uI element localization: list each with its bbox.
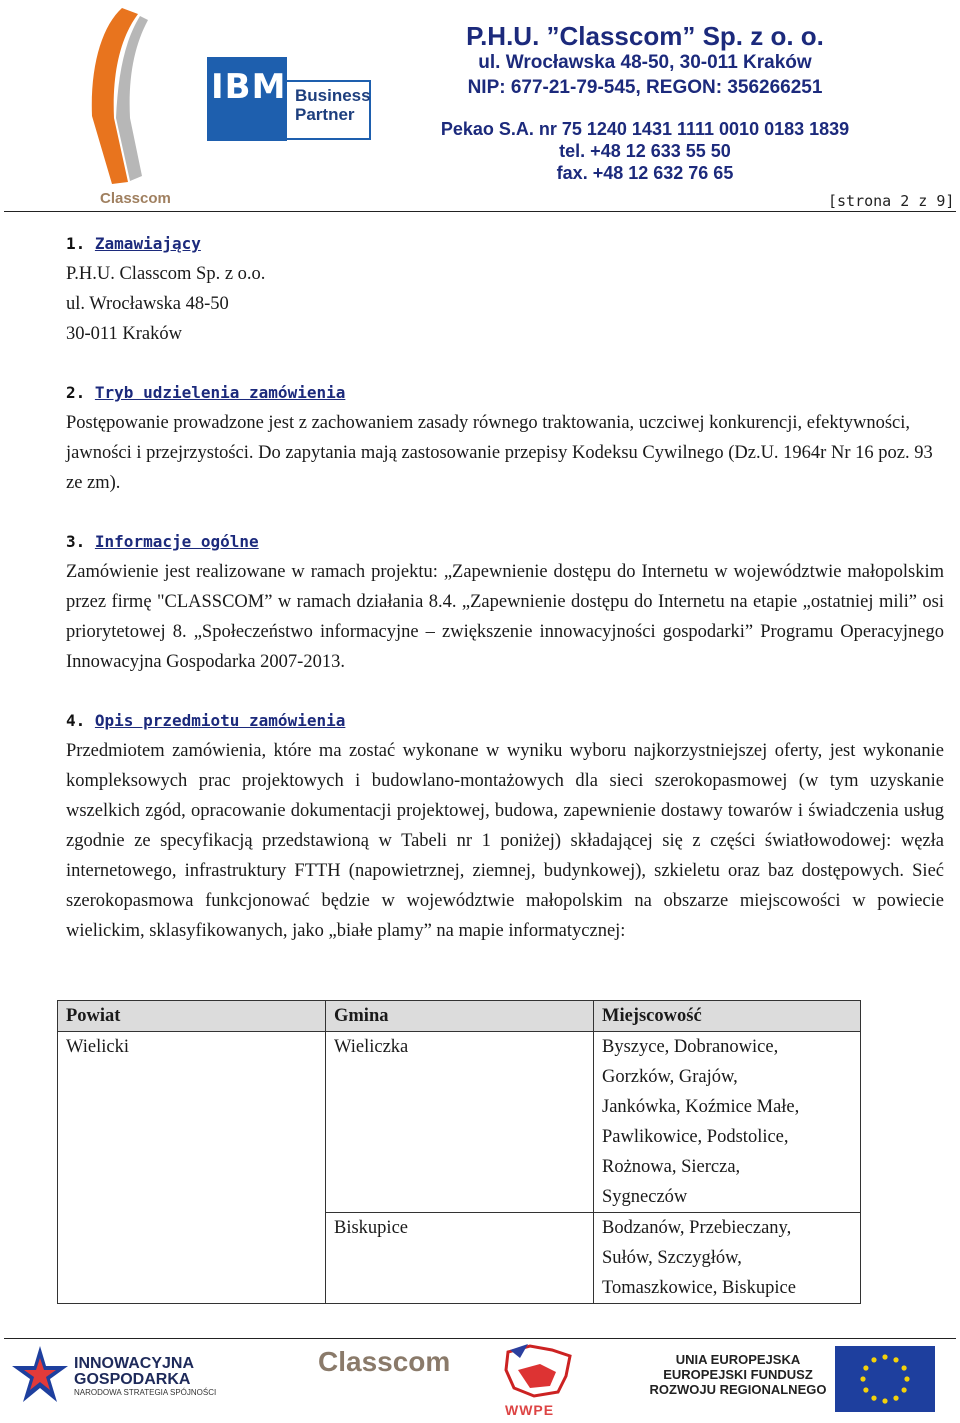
classcom-small-logo: Classcom xyxy=(100,190,171,207)
eu-star-icon xyxy=(904,1376,909,1381)
ig-line-1: INNOWACYJNA xyxy=(74,1355,195,1372)
section-number: 1. xyxy=(66,234,86,253)
section-title: Tryb udzielenia zamówienia xyxy=(94,383,346,402)
ig-logo-text xyxy=(74,1356,194,1388)
company-fax: fax. +48 12 632 76 65 xyxy=(556,163,734,183)
section-heading xyxy=(66,378,944,408)
locality-line: Rożnowa, Siercza, xyxy=(602,1157,741,1177)
cell-powiat: Wielicki xyxy=(58,1032,326,1304)
eu-star-icon xyxy=(863,1387,868,1392)
partner-line-2: Partner xyxy=(295,105,355,124)
eu-star-icon xyxy=(882,1398,887,1403)
section-title: Opis przedmiotu zamówienia xyxy=(94,711,346,730)
letterhead xyxy=(0,0,960,212)
wwpe-logo: WWPE xyxy=(505,1402,555,1418)
locality-line: Gorzków, Grajów, xyxy=(602,1067,738,1087)
cell-gmina: Biskupice xyxy=(326,1213,594,1304)
malopolska-map-icon xyxy=(500,1342,576,1400)
table-row xyxy=(58,1032,861,1213)
eu-flag-icon xyxy=(835,1346,935,1412)
locality-line: Jankówka, Koźmice Małe, xyxy=(602,1097,800,1117)
section-heading xyxy=(66,706,944,736)
ue-line-3: ROZWOJU REGIONALNEGO xyxy=(649,1382,827,1397)
section-heading xyxy=(66,229,944,259)
ig-line-2: GOSPODARKA xyxy=(74,1371,191,1388)
section-title: Zamawiający xyxy=(94,234,201,253)
header-miejscowosc: Miejscowość xyxy=(594,1001,861,1032)
eu-star-icon xyxy=(863,1365,868,1370)
classcom-swoosh-logo xyxy=(82,6,162,196)
ibm-business-partner-logo xyxy=(207,57,371,141)
funding-logos xyxy=(0,1340,960,1423)
header-powiat: Powiat xyxy=(58,1001,326,1032)
section-paragraph: Zamówienie jest realizowane w ramach projektu: „Zapewnienie dostępu do Internetu w województwie małopolskim przez firmę "CLASSCOM” w ramach działania 8.4. „Zapewnienie dostępu do Internetu na etapie „ostatniej mili” osi priorytetowej 8. „Społeczeństwo informacyjne – zwiększenie innowacyjności gospodarki” Programu Operacyjnego Innowacyjna Gospodarka 2007-2013. xyxy=(66,562,944,672)
buyer-name: P.H.U. Classcom Sp. z o.o. xyxy=(66,264,266,284)
eu-star-icon xyxy=(871,1357,876,1362)
section-number: 2. xyxy=(66,383,86,402)
eu-star-icon xyxy=(893,1396,898,1401)
locations-table xyxy=(57,1000,861,1304)
company-name: P.H.U. ”Classcom” Sp. z o. o. xyxy=(466,21,824,51)
company-address: ul. Wrocławska 48-50, 30-011 Kraków xyxy=(478,52,812,73)
ue-line-2: EUROPEJSKI FUNDUSZ xyxy=(663,1367,813,1382)
section-paragraph: Przedmiotem zamówienia, które ma zostać wykonane w wyniku wyboru najkorzystniejszej oferty, jest wykonanie kompleksowych prac projektowych i budowlano-montażowych dla sieci szerokopasmowej (w tym uzyskanie wszelkich zgód, opracowanie dokumentacji projektowej, budowa, zapewnienie dostawy towarów i świadczenia usług zgodnie ze specyfikacją przedstawioną w Tabeli nr 1 poniżej) składającej się z części światłowodowej: węzła internetowego, infrastruktury FTTH (napowietrznej, ziemnej, budynkowej), szkieletu oraz baz dostępowych. Sieć szerokopasmowa funkcjonować będzie w województwie małopolskim na obszarze miejscowości w powiecie wielickim, sklasyfikowanych, jako „białe plamy” na mapie informatycznej: xyxy=(66,741,944,941)
ig-logo-subtitle: NARODOWA STRATEGIA SPÓJNOŚCI xyxy=(74,1388,217,1397)
section-title: Informacje ogólne xyxy=(94,532,259,551)
eu-star-icon xyxy=(860,1376,865,1381)
eu-star-icon xyxy=(882,1354,887,1359)
table-header-row xyxy=(58,1001,861,1032)
company-tel: tel. +48 12 633 55 50 xyxy=(559,141,731,161)
page-indicator: [strona 2 z 9] xyxy=(828,192,955,210)
cell-miejscowosc xyxy=(594,1213,861,1304)
partner-line-1: Business xyxy=(295,86,371,105)
section-number: 4. xyxy=(66,711,86,730)
cell-miejscowosc xyxy=(594,1032,861,1213)
innowacyjna-gospodarka-star-icon xyxy=(10,1344,70,1410)
classcom-footer-logo: Classcom xyxy=(318,1346,451,1377)
header-gmina: Gmina xyxy=(326,1001,594,1032)
document-body xyxy=(66,229,944,946)
ue-logo-text xyxy=(648,1352,828,1397)
locality-line: Tomaszkowice, Biskupice xyxy=(602,1278,796,1298)
eu-star-icon xyxy=(893,1357,898,1362)
buyer-city: 30-011 Kraków xyxy=(66,324,182,344)
eu-star-icon xyxy=(902,1365,907,1370)
company-details xyxy=(380,22,910,184)
section-number: 3. xyxy=(66,532,86,551)
eu-star-icon xyxy=(902,1387,907,1392)
eu-star-icon xyxy=(871,1396,876,1401)
section-paragraph: Postępowanie prowadzone jest z zachowaniem zasady równego traktowania, uczciwej konkurencji, efektywności, jawności i przejrzystości. Do zapytania mają zastosowanie przepisy Kodeksu Cywilnego (Dz.U. 1964r Nr 16 poz. 93 ze zm). xyxy=(66,413,933,493)
header-divider xyxy=(4,211,956,212)
ibm-logo-text: IBM xyxy=(211,67,287,107)
locality-line: Byszyce, Dobranowice, xyxy=(602,1037,779,1057)
locality-line: Sygneczów xyxy=(602,1187,688,1207)
ue-line-1: UNIA EUROPEJSKA xyxy=(675,1352,801,1367)
bank-account: Pekao S.A. nr 75 1240 1431 1111 0010 0183 1839 xyxy=(440,119,850,139)
buyer-street: ul. Wrocławska 48-50 xyxy=(66,294,229,314)
locality-line: Bodzanów, Przebieczany, xyxy=(602,1218,792,1238)
footer-divider xyxy=(4,1338,956,1339)
locality-line: Sułów, Szczygłów, xyxy=(602,1248,742,1268)
section-heading xyxy=(66,527,944,557)
locality-line: Pawlikowice, Podstolice, xyxy=(602,1127,789,1147)
company-ids: NIP: 677-21-79-545, REGON: 356266251 xyxy=(467,77,823,98)
cell-gmina: Wieliczka xyxy=(326,1032,594,1213)
